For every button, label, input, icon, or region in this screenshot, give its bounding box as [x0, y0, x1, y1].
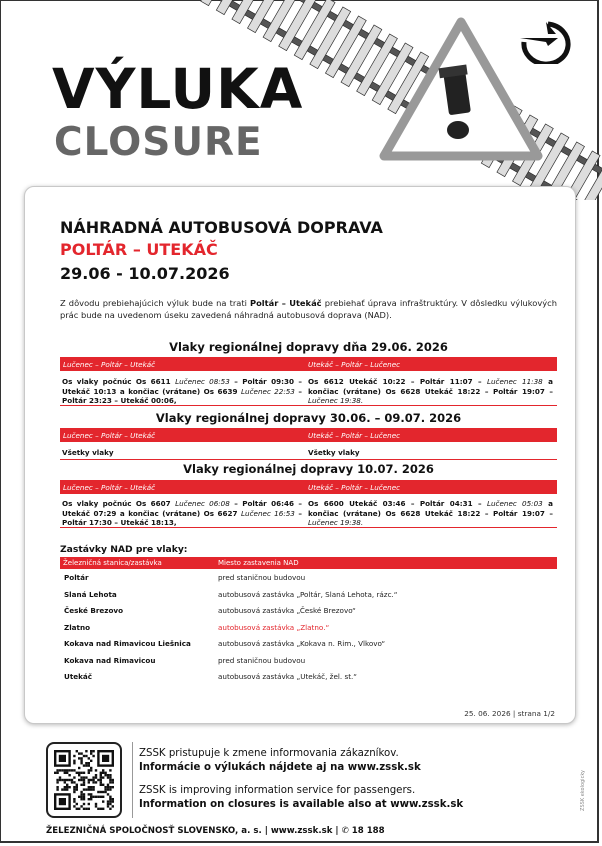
- qr-module: [61, 788, 63, 790]
- company-line: ŽELEZNIČNÁ SPOLOČNOSŤ SLOVENSKO, a. s. | www.zssk.sk | ✆ 18 188: [46, 826, 385, 836]
- qr-module: [80, 798, 82, 800]
- table-row: [60, 668, 557, 685]
- direction-right: Utekáč – Poltár – Lučenec: [308, 431, 401, 440]
- qr-module: [100, 772, 102, 774]
- qr-module: [64, 781, 66, 783]
- qr-module: [61, 769, 63, 771]
- qr-module: [56, 786, 58, 788]
- qr-module: [71, 781, 73, 783]
- qr-module: [83, 793, 85, 795]
- qr-module: [104, 791, 106, 793]
- info-sk-line: ZSSK pristupuje k zmene informovania zákazníkov.: [139, 748, 399, 759]
- qr-module: [85, 750, 87, 752]
- qr-module: [107, 800, 109, 802]
- qr-module: [100, 776, 102, 778]
- qr-module: [109, 769, 111, 771]
- section-left-text: Os vlaky počnúc Os 6611 Lučenec 08:53 – Poltár 09:30 – Utekáč 10:13 a končiac (vrátane) Os 6639 Lučenec 22:53 – Poltár 23:23 – Utekáč 00:06,: [62, 377, 302, 405]
- qr-module: [92, 779, 94, 781]
- qr-module: [92, 750, 94, 752]
- qr-module: [73, 805, 75, 807]
- qr-module: [73, 762, 75, 764]
- qr-module: [88, 757, 90, 759]
- qr-pattern: [54, 750, 114, 810]
- qr-module: [109, 781, 111, 783]
- stop-station: Utekáč: [64, 672, 93, 681]
- qr-module: [109, 808, 111, 810]
- qr-module: [83, 798, 85, 800]
- section-table-header: [60, 428, 557, 442]
- qr-module: [66, 788, 68, 790]
- direction-right: Utekáč – Poltár – Lučenec: [308, 360, 401, 369]
- qr-module: [66, 779, 68, 781]
- qr-module: [107, 786, 109, 788]
- qr-module: [112, 798, 114, 800]
- qr-code[interactable]: [46, 742, 122, 818]
- qr-module: [100, 808, 102, 810]
- stop-place: autobusová zastávka „České Brezovo“: [218, 606, 356, 615]
- qr-module: [73, 786, 75, 788]
- divider: [60, 527, 557, 528]
- qr-module: [112, 800, 114, 802]
- qr-module: [66, 769, 68, 771]
- qr-module: [112, 786, 114, 788]
- qr-module: [78, 774, 80, 776]
- qr-module: [76, 803, 78, 805]
- qr-module: [88, 764, 90, 766]
- zssk-logo: [518, 20, 578, 64]
- qr-module: [78, 779, 80, 781]
- stop-station: Zlatno: [64, 622, 91, 632]
- section-table-header: [60, 480, 557, 494]
- qr-module: [90, 767, 92, 769]
- stop-place: autobusová zastávka „Utekáč, žel. st.“: [218, 672, 358, 681]
- qr-module: [88, 779, 90, 781]
- qr-module: [73, 781, 75, 783]
- qr-module: [92, 796, 94, 798]
- qr-module: [88, 788, 90, 790]
- section-heading: Vlaky regionálnej dopravy 10.07. 2026: [183, 462, 434, 476]
- qr-module: [61, 779, 63, 781]
- qr-module: [68, 774, 70, 776]
- qr-module: [92, 788, 94, 790]
- stop-station: Kokava nad Rimavicou Liešnica: [64, 639, 191, 648]
- qr-module: [73, 769, 75, 771]
- route-title: POLTÁR – UTEKÁČ: [60, 240, 218, 259]
- qr-module: [95, 803, 97, 805]
- qr-module: [83, 788, 85, 790]
- qr-module: [83, 779, 85, 781]
- qr-module: [76, 808, 78, 810]
- qr-module: [88, 798, 90, 800]
- qr-module: [78, 808, 80, 810]
- qr-module: [83, 772, 85, 774]
- stops-table-header: [60, 557, 557, 569]
- qr-module: [71, 779, 73, 781]
- qr-module: [64, 786, 66, 788]
- qr-module: [85, 764, 87, 766]
- qr-module: [80, 791, 82, 793]
- qr-module: [95, 774, 97, 776]
- stop-place: autobusová zastávka „Kokava n. Rim., Vlkovo“: [218, 639, 386, 648]
- qr-module: [102, 755, 109, 762]
- qr-module: [95, 796, 97, 798]
- qr-module: [100, 774, 102, 776]
- qr-module: [59, 769, 61, 771]
- qr-module: [107, 776, 109, 778]
- divider-vertical: [132, 742, 133, 818]
- col-station: Železničná stanica/zastávka: [63, 559, 162, 567]
- qr-module: [95, 776, 97, 778]
- qr-module: [92, 781, 94, 783]
- qr-module: [80, 772, 82, 774]
- qr-module: [109, 796, 111, 798]
- date-range: 29.06 - 10.07.2026: [60, 264, 230, 283]
- qr-module: [78, 796, 80, 798]
- section-right-text: Os 6612 Utekáč 10:22 – Poltár 11:07 – Lučenec 11:38 a končiac (vrátane) Os 6628 Utekáč 18:22 – Poltár 19:07 – Lučenec 19:38.: [308, 377, 553, 405]
- info-en-line: ZSSK is improving information service for passengers.: [139, 785, 416, 796]
- qr-module: [107, 805, 109, 807]
- qr-module: [80, 752, 82, 754]
- qr-module: [109, 803, 111, 805]
- qr-module: [100, 796, 102, 798]
- qr-module: [102, 776, 104, 778]
- qr-module: [76, 784, 78, 786]
- qr-module: [88, 786, 90, 788]
- qr-module: [90, 779, 92, 781]
- qr-module: [78, 757, 80, 759]
- qr-module: [73, 755, 75, 757]
- qr-module: [104, 786, 106, 788]
- qr-module: [100, 791, 102, 793]
- qr-module: [59, 776, 61, 778]
- qr-module: [88, 769, 90, 771]
- section-right-text: Os 6600 Utekáč 03:46 – Poltár 04:31 – Lučenec 05:03 a končiac (vrátane) Os 6628 Utekáč 18:22 – Poltár 19:07 – Lučenec 19:38.: [308, 499, 553, 527]
- qr-module: [92, 786, 94, 788]
- qr-module: [102, 769, 104, 771]
- qr-module: [109, 798, 111, 800]
- qr-module: [107, 803, 109, 805]
- qr-module: [97, 808, 99, 810]
- section-heading: Vlaky regionálnej dopravy 30.06. – 09.07. 2026: [155, 411, 462, 425]
- qr-module: [56, 781, 58, 783]
- qr-module: [66, 784, 68, 786]
- col-place: Miesto zastavenia NAD: [218, 559, 299, 567]
- table-row: [60, 569, 557, 586]
- stop-place: autobusová zastávka „Poltár, Slaná Lehota, rázc.“: [218, 589, 398, 599]
- stop-place: autobusová zastávka „Zlatno.“: [218, 622, 330, 632]
- qr-module: [90, 793, 92, 795]
- qr-module: [85, 788, 87, 790]
- qr-module: [83, 781, 85, 783]
- side-note: ZSSK ekologicky: [580, 770, 586, 811]
- table-row: [60, 635, 557, 652]
- stop-place: pred staničnou budovou: [218, 655, 306, 665]
- qr-module: [102, 791, 104, 793]
- qr-module: [102, 772, 104, 774]
- qr-module: [85, 755, 87, 757]
- qr-module: [109, 800, 111, 802]
- stop-station: Slaná Lehota: [64, 589, 117, 599]
- qr-module: [66, 772, 68, 774]
- section-left-text: Os vlaky počnúc Os 6607 Lučenec 06:08 – Poltár 06:46 – Utekáč 07:29 a končiac (vrátane) Os 6627 Lučenec 16:53 – Poltár 17:30 – Utekáč 18:13,: [62, 499, 302, 527]
- qr-module: [64, 788, 66, 790]
- direction-left: Lučenec – Poltár – Utekáč: [63, 431, 156, 440]
- info-sk-bold[interactable]: Informácie o výlukách nájdete aj na www.zssk.sk: [139, 762, 421, 773]
- qr-module: [104, 774, 106, 776]
- qr-module: [107, 788, 109, 790]
- date-page: 25. 06. 2026 | strana 1/2: [464, 709, 555, 718]
- table-row: [60, 652, 557, 669]
- stops-title: Zastávky NAD pre vlaky:: [60, 544, 188, 555]
- qr-module: [90, 760, 92, 762]
- qr-module: [104, 788, 106, 790]
- qr-module: [73, 776, 75, 778]
- qr-module: [59, 755, 66, 762]
- section-table-header: [60, 357, 557, 371]
- qr-module: [95, 805, 97, 807]
- qr-module: [102, 784, 104, 786]
- title-en: CLOSURE: [54, 120, 263, 165]
- qr-module: [92, 776, 94, 778]
- qr-module: [112, 779, 114, 781]
- qr-module: [56, 769, 58, 771]
- qr-module: [102, 796, 104, 798]
- qr-module: [80, 784, 82, 786]
- qr-module: [64, 779, 66, 781]
- qr-module: [88, 808, 90, 810]
- qr-module: [97, 779, 99, 781]
- qr-module: [90, 752, 92, 754]
- qr-module: [109, 786, 111, 788]
- qr-module: [68, 769, 70, 771]
- info-en-bold[interactable]: Information on closures is available also at www.zssk.sk: [139, 799, 464, 810]
- qr-module: [100, 784, 102, 786]
- qr-module: [80, 757, 82, 759]
- qr-module: [78, 772, 80, 774]
- qr-module: [73, 760, 75, 762]
- qr-module: [90, 750, 92, 752]
- qr-module: [64, 769, 66, 771]
- stop-place: pred staničnou budovou: [218, 573, 306, 582]
- qr-module: [95, 769, 97, 771]
- qr-module: [109, 779, 111, 781]
- qr-module: [88, 793, 90, 795]
- divider: [60, 405, 557, 406]
- qr-module: [109, 776, 111, 778]
- qr-module: [59, 779, 61, 781]
- qr-module: [80, 779, 82, 781]
- qr-module: [73, 798, 75, 800]
- qr-module: [104, 772, 106, 774]
- qr-module: [83, 755, 85, 757]
- qr-module: [64, 772, 66, 774]
- qr-module: [97, 791, 99, 793]
- qr-module: [90, 788, 92, 790]
- qr-module: [80, 762, 82, 764]
- qr-module: [59, 798, 66, 805]
- qr-module: [73, 800, 75, 802]
- table-row: [60, 586, 557, 603]
- qr-module: [88, 803, 90, 805]
- title-sk: VÝLUKA: [52, 57, 304, 121]
- qr-module: [88, 781, 90, 783]
- qr-module: [107, 774, 109, 776]
- qr-module: [80, 760, 82, 762]
- qr-module: [71, 769, 73, 771]
- section-right-text: Všetky vlaky: [308, 448, 360, 457]
- qr-module: [95, 781, 97, 783]
- qr-module: [83, 796, 85, 798]
- qr-module: [85, 808, 87, 810]
- intro-text: Z dôvodu prebiehajúcich výluk bude na trati Poltár – Utekáč prebiehať úprava infraštruktúry. V dôsledku výlukových prác bude na uvedenom úseku zavedená náhradná autobusová doprava (NAD).: [60, 298, 557, 320]
- qr-module: [56, 772, 58, 774]
- qr-module: [109, 788, 111, 790]
- qr-module: [73, 791, 75, 793]
- direction-left: Lučenec – Poltár – Utekáč: [63, 360, 156, 369]
- qr-module: [83, 808, 85, 810]
- qr-module: [56, 779, 58, 781]
- qr-module: [83, 776, 85, 778]
- qr-module: [78, 767, 80, 769]
- stop-station: Poltár: [64, 573, 89, 582]
- qr-module: [102, 800, 104, 802]
- qr-module: [92, 755, 94, 757]
- qr-module: [68, 786, 70, 788]
- qr-module: [100, 779, 102, 781]
- qr-module: [107, 784, 109, 786]
- qr-module: [85, 762, 87, 764]
- qr-module: [56, 788, 58, 790]
- direction-right: Utekáč – Poltár – Lučenec: [308, 483, 401, 492]
- stop-station: České Brezovo: [64, 606, 124, 615]
- qr-module: [83, 764, 85, 766]
- qr-module: [100, 781, 102, 783]
- qr-module: [76, 786, 78, 788]
- qr-module: [88, 772, 90, 774]
- qr-module: [90, 786, 92, 788]
- qr-module: [97, 796, 99, 798]
- qr-module: [68, 779, 70, 781]
- table-row: [60, 619, 557, 636]
- qr-module: [80, 805, 82, 807]
- qr-module: [112, 805, 114, 807]
- qr-module: [83, 803, 85, 805]
- divider: [60, 459, 557, 460]
- qr-module: [107, 793, 109, 795]
- qr-module: [80, 796, 82, 798]
- qr-module: [109, 774, 111, 776]
- qr-module: [73, 788, 75, 790]
- qr-module: [76, 772, 78, 774]
- qr-module: [76, 788, 78, 790]
- direction-left: Lučenec – Poltár – Utekáč: [63, 483, 156, 492]
- qr-module: [90, 798, 92, 800]
- qr-module: [76, 750, 78, 752]
- qr-module: [54, 772, 56, 774]
- qr-module: [102, 808, 104, 810]
- qr-module: [83, 784, 85, 786]
- qr-module: [66, 786, 68, 788]
- section-left-text: Všetky vlaky: [62, 448, 114, 457]
- section-heading: Vlaky regionálnej dopravy dňa 29.06. 2026: [169, 340, 448, 354]
- qr-module: [112, 781, 114, 783]
- qr-module: [88, 762, 90, 764]
- main-title: NÁHRADNÁ AUTOBUSOVÁ DOPRAVA: [60, 218, 383, 237]
- table-row: [60, 602, 557, 619]
- qr-module: [85, 776, 87, 778]
- qr-module: [90, 796, 92, 798]
- qr-module: [90, 769, 92, 771]
- qr-module: [80, 793, 82, 795]
- qr-module: [78, 752, 80, 754]
- qr-module: [80, 776, 82, 778]
- stop-station: Kokava nad Rimavicou: [64, 655, 156, 665]
